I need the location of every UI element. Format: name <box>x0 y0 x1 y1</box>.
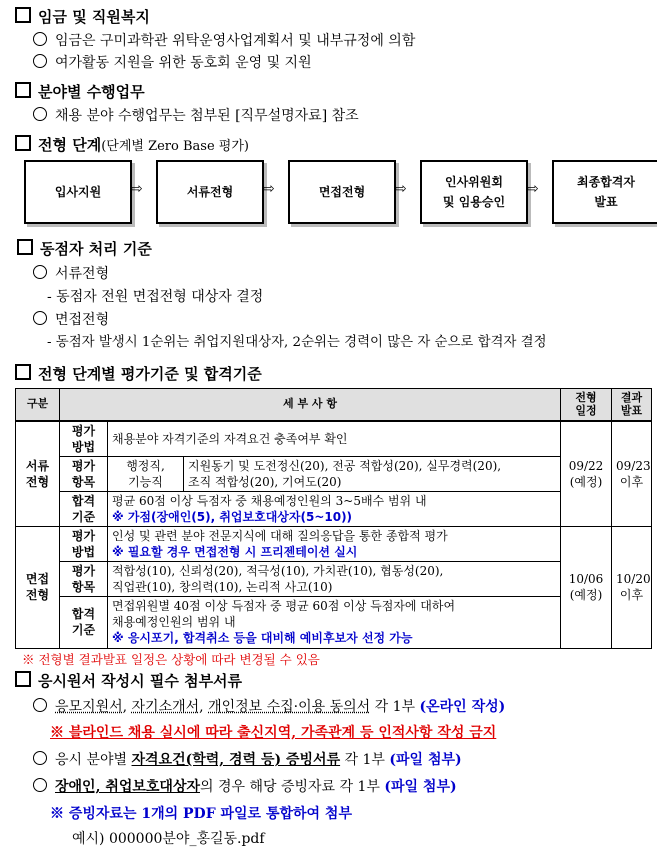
square-bullet-icon <box>15 671 31 687</box>
section-title-criteria: 전형 단계별 평가기준 및 합격기준 <box>15 363 262 384</box>
cell-label: 평가 방법 <box>60 526 108 561</box>
list-item: 응시 분야별 자격요건(학력, 경력 등) 증빙서류 각 1부 (파일 첨부) <box>33 749 462 769</box>
list-item: 채용 분야 수행업무는 첨부된 [직무설명자료] 참조 <box>33 105 359 125</box>
stage-box-committee: 인사위원회 및 임용승인 <box>420 160 528 224</box>
section-title-welfare: 임금 및 직원복지 <box>15 6 150 27</box>
warning-note: ※ 블라인드 채용 실시에 따라 출신지역, 가족관계 등 인적사항 작성 금지 <box>50 725 497 741</box>
section-title-duties: 분야별 수행업무 <box>15 81 145 102</box>
arrow-right-icon: ⇨ <box>527 181 539 197</box>
cell-text: 지원동기 및 도전정신(20), 전공 적합성(20), 실무경력(20), 조직 적합성(20), 기여도(20) <box>184 456 561 491</box>
table-row <box>16 561 652 596</box>
table-row <box>16 456 652 491</box>
section-title-attachments: 응시원서 작성시 필수 첨부서류 <box>15 670 242 691</box>
cell-result: 09/23 이후 <box>612 421 652 527</box>
circle-bullet-icon <box>33 311 47 325</box>
cell-label: 평가 방법 <box>60 421 108 457</box>
stage-box-document: 서류전형 <box>156 160 264 224</box>
table-header-detail: 세 부 사 항 <box>60 389 561 421</box>
row-label-interview: 면접 전형 <box>16 526 60 648</box>
cell-text: 적합성(10), 신뢰성(20), 적극성(10), 가치관(10), 협동성(20), 직업관(10), 창의력(10), 논리적 사고(10) <box>108 561 561 596</box>
cell-subtype: 행정직, 기능직 <box>108 456 184 491</box>
square-bullet-icon <box>17 239 33 255</box>
cell-result: 10/20 이후 <box>612 526 652 648</box>
section-title-tiebreak: 동점자 처리 기준 <box>17 238 152 259</box>
square-bullet-icon <box>15 7 31 23</box>
cell-label: 합격 기준 <box>60 596 108 648</box>
cell-text: 인성 및 관련 분야 전문지식에 대해 질의응답을 통한 종합적 평가 ※ 필요할 경우 면접전형 시 프리젠테이션 실시 <box>108 526 561 561</box>
square-bullet-icon <box>15 135 31 151</box>
circle-bullet-icon <box>33 751 47 765</box>
list-item: 장애인, 취업보호대상자의 경우 해당 증빙자료 각 1부 (파일 첨부) <box>33 776 457 796</box>
evaluation-table <box>15 388 652 649</box>
table-header-result: 결과 발표 <box>612 389 652 421</box>
circle-bullet-icon <box>33 265 47 279</box>
list-item: 면접전형 <box>33 309 109 329</box>
info-note: ※ 증빙자료는 1개의 PDF 파일로 통합하여 첨부 <box>50 806 352 822</box>
table-row <box>16 526 652 561</box>
circle-bullet-icon <box>33 107 47 121</box>
example-filename: 예시) 000000분야_홍길동.pdf <box>72 831 265 847</box>
table-header-schedule: 전형 일정 <box>561 389 612 421</box>
list-item: 응모지원서, 자기소개서, 개인정보 수집·이용 동의서 각 1부 (온라인 작성) <box>33 696 505 716</box>
section-title-stages: 전형 단계(단계별 Zero Base 평가) <box>15 134 249 155</box>
square-bullet-icon <box>15 82 31 98</box>
list-item: 여가활동 지원을 위한 동호회 운영 및 지원 <box>33 52 312 72</box>
list-item-detail: - 동점자 발생시 1순위는 취업지원대상자, 2순위는 경력이 많은 자 순으로 합격자 결정 <box>47 335 547 350</box>
cell-text: 면접위원별 40점 이상 득점자 중 평균 60점 이상 득점자에 대하여 채용예정인원의 범위 내 ※ 응시포기, 합격취소 등을 대비해 예비후보자 선정 가능 <box>108 596 561 648</box>
table-footnote: ※ 전형별 결과발표 일정은 상황에 따라 변경될 수 있음 <box>22 652 320 667</box>
cell-schedule: 09/22 (예정) <box>561 421 612 527</box>
cell-label: 평가 항목 <box>60 456 108 491</box>
arrow-right-icon: ⇨ <box>395 181 407 197</box>
cell-text: 평균 60점 이상 득점자 중 채용예정인원의 3~5배수 범위 내 ※ 가점(장애인(5), 취업보호대상자(5~10)) <box>108 491 561 526</box>
cell-label: 합격 기준 <box>60 491 108 526</box>
circle-bullet-icon <box>33 698 47 712</box>
table-row <box>16 421 652 457</box>
circle-bullet-icon <box>33 778 47 792</box>
stage-box-apply: 입사지원 <box>24 160 132 224</box>
table-header-type: 구분 <box>16 389 60 421</box>
table-row <box>16 491 652 526</box>
arrow-right-icon: ⇨ <box>131 181 143 197</box>
cell-label: 평가 항목 <box>60 561 108 596</box>
stage-box-interview: 면접전형 <box>288 160 396 224</box>
square-bullet-icon <box>15 364 31 380</box>
list-item-detail: - 동점자 전원 면접전형 대상자 결정 <box>47 289 264 305</box>
arrow-right-icon: ⇨ <box>263 181 275 197</box>
row-label-document: 서류 전형 <box>16 421 60 527</box>
list-item: 임금은 구미과학관 위탁운영사업계획서 및 내부규정에 의함 <box>33 30 415 50</box>
circle-bullet-icon <box>33 32 47 46</box>
stage-box-final: 최종합격자 발표 <box>552 160 657 224</box>
cell-text: 채용분야 자격기준의 자격요건 충족여부 확인 <box>108 421 561 457</box>
list-item: 서류전형 <box>33 263 109 283</box>
circle-bullet-icon <box>33 54 47 68</box>
table-row <box>16 596 652 648</box>
cell-schedule: 10/06 (예정) <box>561 526 612 648</box>
